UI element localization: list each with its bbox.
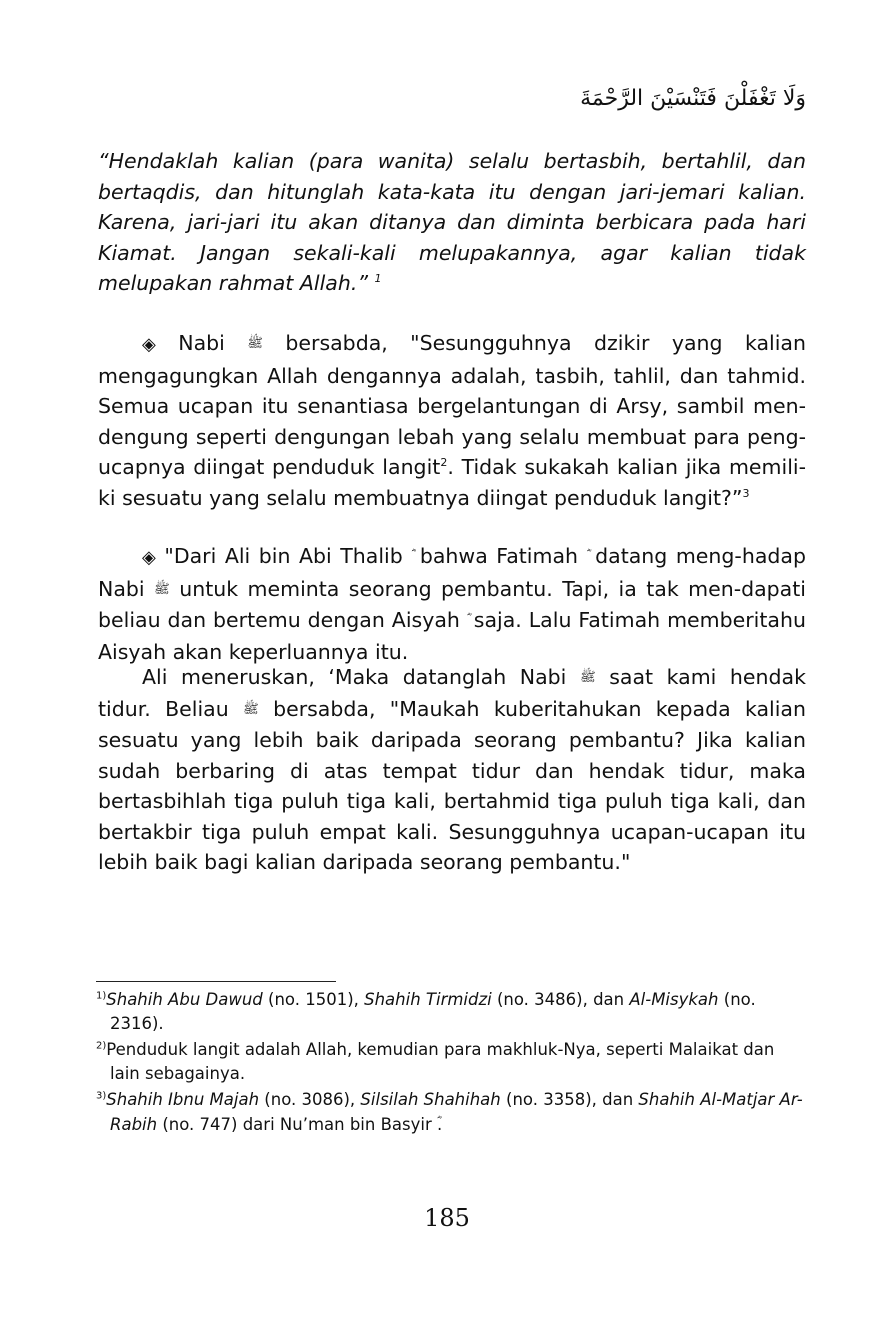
footnote-ref-3: 3 (742, 486, 750, 500)
quote-text: “Hendaklah kalian (para wanita) selalu bertasbih, bertahlil, dan bertaqdis, dan hitunglah kata-kata itu dengan jari-jemari kalian. Karena, jari-jari itu akan ditanya dan diminta berbicara pada hari Kiamat. Jangan sekali-kali melupakannya, agar kalian tidak melupakan rahmat Allah.” (98, 149, 806, 295)
page-number: 185 (424, 1204, 470, 1232)
hadith-marker-icon: ◈ (142, 547, 156, 568)
hadith-marker-icon: ◈ (142, 334, 156, 355)
paragraph-fatimah: ◈ "Dari Ali bin Abi Thalib bahwa Fatimah datang meng-hadap Nabi ﷺ untuk meminta seorang pembantu. Tapi, ia tak men-dapati beliau dan bertemu dengan Aisyah saja. Lalu Fatimah memberitahu Aisyah akan keperluannya itu. (98, 544, 806, 664)
salawat-icon: ﷺ (579, 670, 596, 685)
footnote-ref-1: 1 (374, 272, 382, 286)
footnote-3: $^{3)}$Shahih Ibnu Majah (no. 3086), Silsilah Shahihah (no. 3358), dan Shahih Al-Matjar Ar-Rabih (no. 747) dari Nu’man bin Basyir . (96, 1090, 803, 1134)
salawat-icon: ﷺ (247, 336, 263, 351)
paragraph-dzikir: ◈ Nabi ﷺ bersabda, "Sesungguhnya dzikir yang kalian mengagungkan Allah dengannya adalah, tasbih, tahlil, dan tahmid. Semua ucapan itu senantiasa bergelantungan di Arsy, sambil men-dengung seperti dengungan lebah yang selalu membuat para peng-ucapnya diingat penduduk langit$^2$. Tidak sukakah kalian jika memili-ki sesuatu yang selalu membuatnya diingat penduduk langit?”$^3$ (98, 331, 806, 510)
arabic-phrase: وَلَا تَغْفَلْنَ فَتَنْسَيْنَ الرَّحْمَةَ (580, 86, 806, 111)
footnote-ref-2: 2 (440, 456, 448, 470)
footnote-2: $^{2)}$Penduduk langit adalah Allah, kemudian para makhluk-Nya, seperti Malaikat dan lain sebagainya. (96, 1040, 775, 1083)
footnote-divider (96, 981, 336, 982)
salawat-icon: ﷺ (154, 581, 170, 597)
hadith-quote (98, 146, 806, 299)
salawat-icon: ﷺ (243, 701, 259, 717)
paragraph-ali: Ali meneruskan, ‘Maka datanglah Nabi ﷺ saat kami hendak tidur. Beliau ﷺ bersabda, "Maukah kuberitahukan kepada kalian sesuatu yang lebih baik daripada seorang pembantu? Jika kalian sudah berbaring di atas tempat tidur dan hendak tidur, maka bertasbihlah tiga puluh tiga kali, bertahmid tiga puluh tiga kali, dan bertakbir tiga puluh empat kali. Sesungguhnya ucapan-ucapan itu lebih baik bagi kalian daripada seorang pembantu." (98, 665, 806, 874)
footnote-1: $^{1)}$Shahih Abu Dawud (no. 1501), Shahih Tirmidzi (no. 3486), dan Al-Misykah (no. 2316). (96, 990, 756, 1033)
footnotes (96, 988, 808, 1139)
